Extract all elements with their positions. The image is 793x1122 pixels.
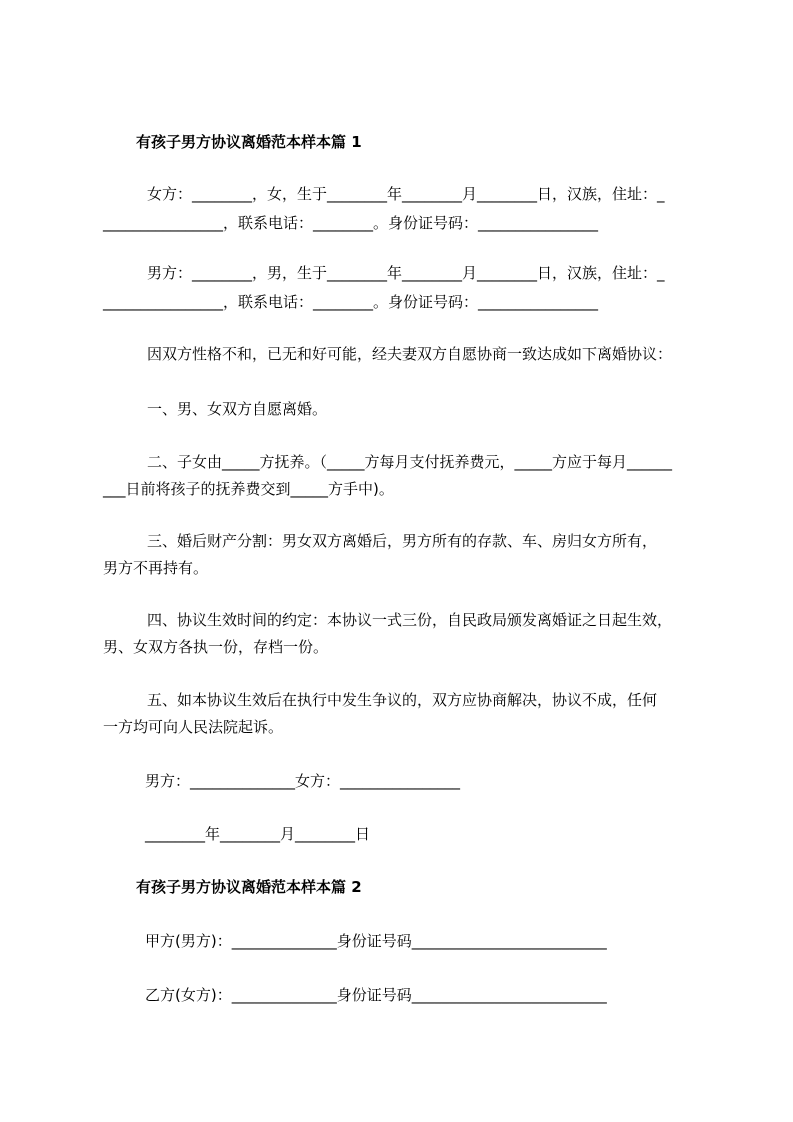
male-info-line-2: ________________，联系电话：________。身份证号码：________________ (103, 293, 599, 311)
party-b-line: 乙方(女方)：______________身份证号码__________________________ (145, 986, 607, 1004)
female-info-line-1: 女方：________，女，生于________年________月________日，汉族，住址：_ (147, 185, 665, 203)
clause-5-line-2: 一方均可向人民法院起诉。 (103, 718, 284, 736)
clause-4-line-1: 四、协议生效时间的约定：本协议一式三份，自民政局颁发离婚证之日起生效， (147, 611, 673, 629)
male-info-line-1: 男方：________，男，生于________年________月________日，汉族，住址：_ (147, 264, 665, 282)
signature-line: 男方：______________女方：________________ (145, 772, 461, 790)
clause-2-line-1: 二、子女由_____方抚养。（_____方每月支付抚养费元，_____方应于每月______ (147, 453, 673, 471)
female-info-line-2: ________________，联系电话：________。身份证号码：________________ (103, 214, 599, 232)
clause-4-line-2: 男、女双方各执一份，存档一份。 (103, 638, 329, 656)
clause-5-line-1: 五、如本协议生效后在执行中发生争议的，双方应协商解决，协议不成，任何 (147, 691, 658, 709)
clause-3-line-1: 三、婚后财产分割：男女双方离婚后，男方所有的存款、车、房归女方所有， (147, 532, 658, 550)
clause-2-line-2: ___日前将孩子的抚养费交到_____方手中)。 (103, 480, 394, 498)
section-2-heading: 有孩子男方协议离婚范本样本篇 2 (136, 878, 362, 896)
section-1-heading: 有孩子男方协议离婚范本样本篇 1 (136, 133, 362, 151)
party-a-line: 甲方(男方)：______________身份证号码__________________________ (145, 932, 607, 950)
intro-paragraph: 因双方性格不和，已无和好可能，经夫妻双方自愿协商一致达成如下离婚协议： (147, 345, 673, 363)
clause-3-line-2: 男方不再持有。 (103, 559, 209, 577)
clause-1: 一、男、女双方自愿离婚。 (147, 400, 328, 418)
date-line: ________年________月________日 (145, 825, 371, 843)
